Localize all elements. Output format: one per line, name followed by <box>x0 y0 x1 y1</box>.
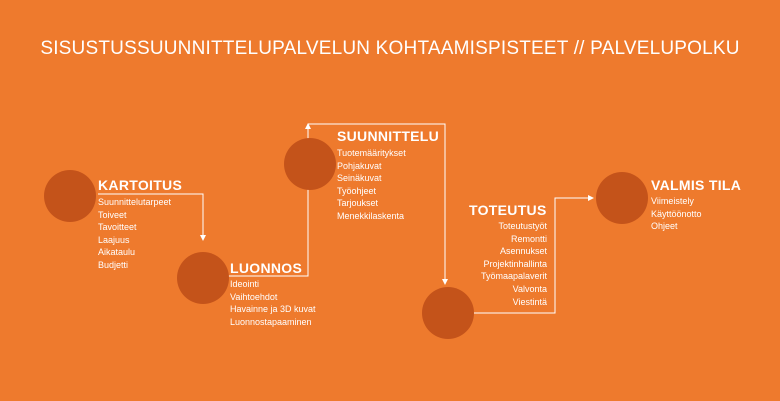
list-item: Valvonta <box>512 283 547 294</box>
list-item: Toiveet <box>98 209 127 220</box>
step-title-luonnos: LUONNOS <box>230 260 303 276</box>
list-item: Toteutustyöt <box>498 221 547 231</box>
list-item: Ohjeet <box>651 221 678 232</box>
step-title-toteutus: TOTEUTUS <box>469 202 547 218</box>
list-item: Menekkilaskenta <box>337 210 405 221</box>
list-item: Viestintä <box>512 296 547 307</box>
list-item: Asennukset <box>499 246 547 257</box>
list-item: Seinäkuvat <box>337 173 382 184</box>
list-item: Suunnittelutarpeet <box>98 197 172 207</box>
list-item: Käyttöönotto <box>651 208 702 219</box>
step-circle-suunnittelu <box>284 138 336 190</box>
list-item: Ideointi <box>230 279 260 289</box>
list-item: Tavoitteet <box>98 222 137 233</box>
step-circle-kartoitus <box>44 170 96 222</box>
step-items-luonnos <box>230 278 316 328</box>
list-item: Pohjakuvat <box>337 160 382 171</box>
list-item: Vaihtoehdot <box>230 291 278 302</box>
list-item: Remontti <box>510 233 547 244</box>
step-items-suunnittelu <box>337 147 406 223</box>
list-item: Luonnostapaaminen <box>230 316 312 327</box>
list-item: Työmaapalaverit <box>480 271 547 282</box>
step-title-kartoitus: KARTOITUS <box>98 177 183 193</box>
list-item: Tarjoukset <box>337 198 379 209</box>
step-title-suunnittelu: SUUNNITTELU <box>337 128 440 144</box>
step-circle-toteutus <box>422 287 474 339</box>
step-circle-luonnos <box>177 252 229 304</box>
step-circle-valmis-tila <box>596 172 648 224</box>
list-item: Aikataulu <box>98 247 136 258</box>
list-item: Budjetti <box>98 259 129 270</box>
list-item: Laajuus <box>98 234 130 245</box>
page-title: SISUSTUSSUUNNITTELUPALVELUN KOHTAAMISPISTEET // PALVELUPOLKU <box>40 38 740 59</box>
list-item: Havainne ja 3D kuvat <box>230 304 316 315</box>
list-item: Viimeistely <box>651 196 694 206</box>
step-title-valmis-tila: VALMIS TILA <box>651 177 742 193</box>
list-item: Projektinhallinta <box>483 258 547 269</box>
list-item: Työohjeet <box>337 185 377 196</box>
step-items-valmis-tila <box>651 195 702 233</box>
step-items-toteutus <box>481 220 547 308</box>
list-item: Tuotemääritykset <box>337 148 406 158</box>
step-items-kartoitus <box>98 196 171 272</box>
